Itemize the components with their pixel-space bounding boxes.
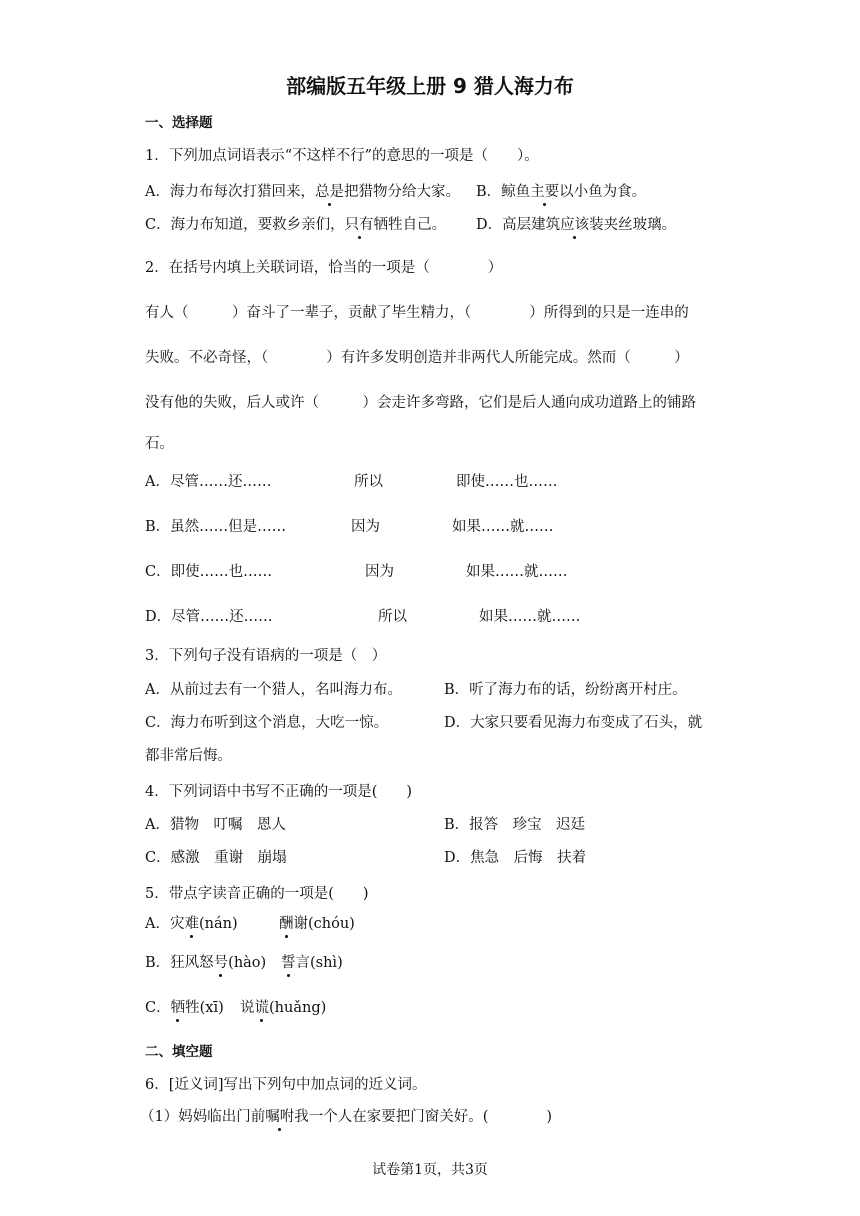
question-1-option-d: D．高层建筑应该装夹丝玻璃。 <box>476 217 677 233</box>
question-2-option-d-2: 所以 <box>378 609 407 625</box>
dotted-word: 应该 <box>560 217 590 233</box>
section-heading-fill-blank: 二、填空题 <box>145 1044 213 1060</box>
question-2-option-a-1: A．尽管……还…… <box>145 474 272 490</box>
question-4-option-b: B．报答 珍宝 迟廷 <box>444 817 586 833</box>
question-2-passage-line: 没有他的失败，后人或许（ ）会走许多弯路，它们是后人通向成功道路上的铺路 <box>145 395 696 411</box>
question-2-option-d-3: 如果……就…… <box>479 609 581 625</box>
question-2-option-b-2: 因为 <box>351 519 380 535</box>
question-3-stem: 3．下列句子没有语病的一项是（ ） <box>145 648 387 664</box>
question-4-option-a: A．猎物 叮嘱 恩人 <box>145 817 286 833</box>
question-2-option-a-3: 即使……也…… <box>456 474 558 490</box>
question-2-option-d-1: D．尽管……还…… <box>145 609 273 625</box>
question-4-option-c: C．感激 重谢 崩塌 <box>145 850 287 866</box>
question-2-option-b-1: B．虽然……但是…… <box>145 519 287 535</box>
dotted-char: 谎 <box>254 1000 269 1016</box>
question-5-option-a-1: A．灾难(nán) <box>145 916 238 932</box>
dotted-char: 牺 <box>170 1000 186 1016</box>
question-2-option-a-2: 所以 <box>354 474 383 490</box>
page-title: 部编版五年级上册 9 猎人海力布 <box>286 74 574 98</box>
question-2-passage-line: 失败。不必奇怪，（ ）有许多发明创造并非两代人所能完成。然而（ ） <box>145 350 689 366</box>
question-5-option-b-1: B．狂风怒号(hào) <box>145 955 267 971</box>
question-5-option-c-1: C．牺牲(xī) <box>145 1000 224 1016</box>
dotted-word: 主要 <box>530 184 560 200</box>
question-1-option-a: A．海力布每次打猎回来，总是把猎物分给大家。 <box>145 184 460 200</box>
question-5-option-c-2: 说谎(huǎng) <box>240 1000 327 1016</box>
question-3-option-a: A．从前过去有一个猎人，名叫海力布。 <box>145 682 402 698</box>
section-heading-choice: 一、选择题 <box>145 115 213 131</box>
question-3-option-c: C．海力布听到这个消息，大吃一惊。 <box>145 715 389 731</box>
dotted-char: 酬 <box>279 916 294 932</box>
dotted-char: 号 <box>213 955 229 971</box>
dotted-char: 誓 <box>281 955 296 971</box>
question-3-option-b: B．听了海力布的话，纷纷离开村庄。 <box>444 682 687 698</box>
question-6-stem: 6．[近义词]写出下列句中加点词的近义词。 <box>145 1077 427 1093</box>
question-5-stem: 5．带点字读音正确的一项是( ) <box>145 886 369 902</box>
dotted-word: 只有 <box>344 217 374 233</box>
question-2-option-c-1: C．即使……也…… <box>145 564 273 580</box>
question-2-passage-line: 石。 <box>145 436 174 452</box>
question-1-stem: 1．下列加点词语表示“不这样不行”的意思的一项是（ ）。 <box>145 148 539 164</box>
question-2-option-b-3: 如果……就…… <box>452 519 554 535</box>
question-5-option-a-2: 酬谢(chóu) <box>279 916 355 932</box>
dotted-char: 难 <box>184 916 199 932</box>
page-footer: 试卷第1页，共3页 <box>372 1162 488 1178</box>
question-2-option-c-2: 因为 <box>365 564 394 580</box>
question-2-stem: 2．在括号内填上关联词语，恰当的一项是（ ） <box>145 260 503 276</box>
question-6-sentence-1: （1）妈妈临出门前嘱咐我一个人在家要把门窗关好。( ) <box>140 1109 553 1125</box>
question-1-option-c: C．海力布知道，要救乡亲们，只有牺牲自己。 <box>145 217 447 233</box>
question-5-option-b-2: 誓言(shì) <box>281 955 343 971</box>
question-4-option-d: D．焦急 后悔 扶着 <box>444 850 587 866</box>
question-2-passage-line: 有人（ ）奋斗了一辈子，贡献了毕生精力，（ ）所得到的只是一连串的 <box>145 305 689 321</box>
dotted-word: 嘱咐 <box>265 1109 295 1125</box>
dotted-word: 总是 <box>314 184 344 200</box>
question-1-option-b: B．鲸鱼主要以小鱼为食。 <box>476 184 647 200</box>
question-3-option-d: D．大家只要看见海力布变成了石头，就 <box>444 715 703 731</box>
question-4-stem: 4．下列词语中书写不正确的一项是( ) <box>145 784 413 800</box>
question-2-option-c-3: 如果……就…… <box>466 564 568 580</box>
question-3-option-d-cont: 都非常后悔。 <box>145 748 232 764</box>
